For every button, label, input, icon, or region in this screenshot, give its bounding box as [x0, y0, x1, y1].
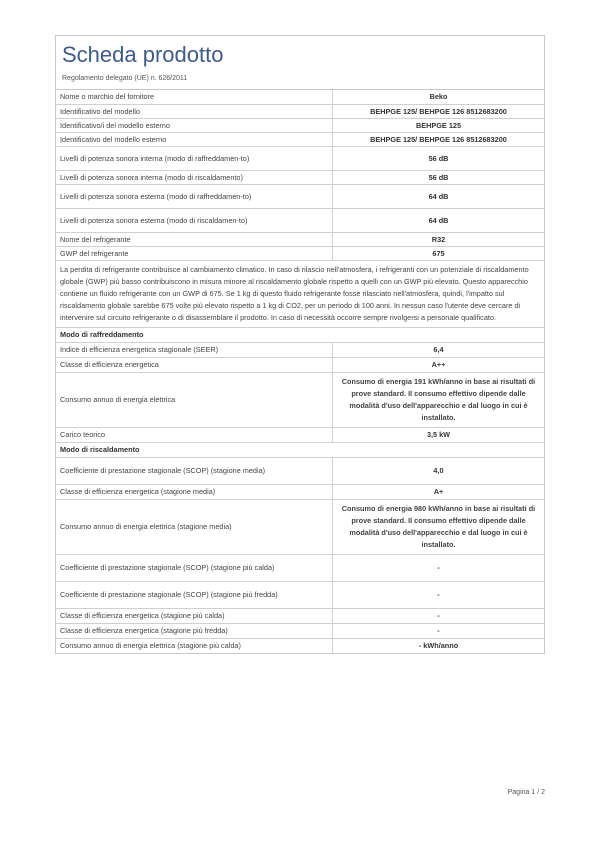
row-label: Indice di efficienza energetica stagionale (SEER): [56, 342, 333, 357]
table-row: [56, 90, 544, 104]
row-value: 4,0: [333, 457, 545, 484]
row-label: Livelli di potenza sonora interna (modo di raffreddamen-to): [56, 146, 333, 170]
refrigerant-notice-row: [56, 260, 544, 327]
table-row: [56, 170, 544, 184]
row-value: -: [333, 608, 545, 623]
table-row: [56, 342, 544, 357]
table-row: [56, 457, 544, 484]
row-value: BEHPGE 125/ BEHPGE 126 8512683200: [333, 104, 545, 118]
table-row: [56, 132, 544, 146]
table-row: [56, 638, 544, 653]
table-row: [56, 499, 544, 554]
table-row: [56, 427, 544, 442]
row-value: BEHPGE 125: [333, 118, 545, 132]
row-value: 675: [333, 246, 545, 260]
row-value: R32: [333, 232, 545, 246]
spec-table: [56, 90, 544, 653]
row-label: Classe di efficienza energetica (stagione più calda): [56, 608, 333, 623]
table-row: [56, 357, 544, 372]
section-row: [56, 327, 544, 342]
row-value: -: [333, 581, 545, 608]
row-label: Nome del refrigerante: [56, 232, 333, 246]
row-value: -: [333, 623, 545, 638]
product-sheet: [55, 35, 545, 654]
table-row: [56, 232, 544, 246]
page-title: Scheda prodotto: [62, 42, 224, 67]
row-label: Consumo annuo di energia elettrica (stagione più calda): [56, 638, 333, 653]
sheet-header: [56, 36, 544, 90]
row-value: Beko: [429, 92, 448, 102]
row-value: 64 dB: [333, 208, 545, 232]
row-label: GWP del refrigerante: [56, 246, 333, 260]
row-label: Livelli di potenza sonora interna (modo di riscaldamento): [56, 170, 333, 184]
row-value: A++: [333, 357, 545, 372]
row-value: 56 dB: [333, 170, 545, 184]
table-row: [56, 146, 544, 170]
row-label: Identificativo del modello: [56, 104, 333, 118]
row-label: Classe di efficienza energetica: [56, 357, 333, 372]
table-row: [56, 608, 544, 623]
table-row: [56, 184, 544, 208]
row-value: BEHPGE 125/ BEHPGE 126 8512683200: [333, 132, 545, 146]
row-label: Livelli di potenza sonora esterna (modo di raffreddamen-to): [56, 184, 333, 208]
row-value: Consumo di energia 980 kWh/anno in base ai risultati di prove standard. Il consumo effettivo dipende dalle modalità d'uso dell'apparecchio e dal luogo in cui è installato.: [333, 499, 545, 554]
row-value: Consumo di energia 191 kWh/anno in base ai risultati di prove standard. Il consumo effettivo dipende dalle modalità d'uso dell'apparecchio e dal luogo in cui è installato.: [333, 372, 545, 427]
regulation-subtitle: Regolamento delegato (UE) n. 626/2011: [62, 75, 188, 82]
table-row: [56, 623, 544, 638]
row-label: Nome o marchio del fornitore: [56, 90, 333, 104]
row-value: -: [333, 554, 545, 581]
table-row: [56, 581, 544, 608]
section-row: [56, 442, 544, 457]
table-row: [56, 554, 544, 581]
row-value: 64 dB: [333, 184, 545, 208]
row-value: 3,5 kW: [333, 427, 545, 442]
table-row: [56, 484, 544, 499]
row-label: Coefficiente di prestazione stagionale (SCOP) (stagione più fredda): [56, 581, 333, 608]
cooling-section-heading: Modo di raffreddamento: [56, 327, 544, 342]
row-label: Livelli di potenza sonora esterna (modo di riscaldamen-to): [56, 208, 333, 232]
table-row: [56, 372, 544, 427]
table-row: [56, 246, 544, 260]
row-label: Coefficiente di prestazione stagionale (SCOP) (stagione più calda): [56, 554, 333, 581]
table-row: [56, 208, 544, 232]
row-label: Carico teorico: [56, 427, 333, 442]
row-label: Classe di efficienza energetica (stagione media): [56, 484, 333, 499]
row-value: 56 dB: [333, 146, 545, 170]
heating-section-heading: Modo di riscaldamento: [56, 442, 544, 457]
row-label: Classe di efficienza energetica (stagione più fredda): [56, 623, 333, 638]
page-number: Pagina 1 / 2: [507, 789, 545, 796]
row-value: A+: [333, 484, 545, 499]
row-label: Consumo annuo di energia elettrica (stagione media): [56, 499, 333, 554]
row-value: - kWh/anno: [333, 638, 545, 653]
refrigerant-notice: La perdita di refrigerante contribuisce al cambiamento climatico. In caso di rilascio nell'atmosfera, i refrigeranti con un potenziale di riscaldamento globale (GWP) più basso contribuiscono in misura minore al riscaldamento globale rispetto a quelli con un GWP più elevato. Questo apparecchio contiene un fluido refrigerante con un GWP di 675. Se 1 kg di questo fluido refrigerante fosse rilasciato nell'atmosfera, quindi, l'impatto sul riscaldamento globale sarebbe 675 volte più elevato rispetto a 1 kg di CO2, per un periodo di 100 anni. In nessun caso l'utente deve cercare di intervenire sul circuito refrigerante o di disassemblare il prodotto. In caso di necessità occorre sempre rivolgersi a personale qualificato.: [56, 260, 544, 327]
row-value: 6,4: [333, 342, 545, 357]
table-row: [56, 118, 544, 132]
table-row: [56, 104, 544, 118]
row-label: Coefficiente di prestazione stagionale (SCOP) (stagione media): [56, 457, 333, 484]
row-label: Identificativo/i del modello esterno: [56, 118, 333, 132]
row-label: Identificativo del modello esterno: [56, 132, 333, 146]
row-label: Consumo annuo di energia elettrica: [56, 372, 333, 427]
